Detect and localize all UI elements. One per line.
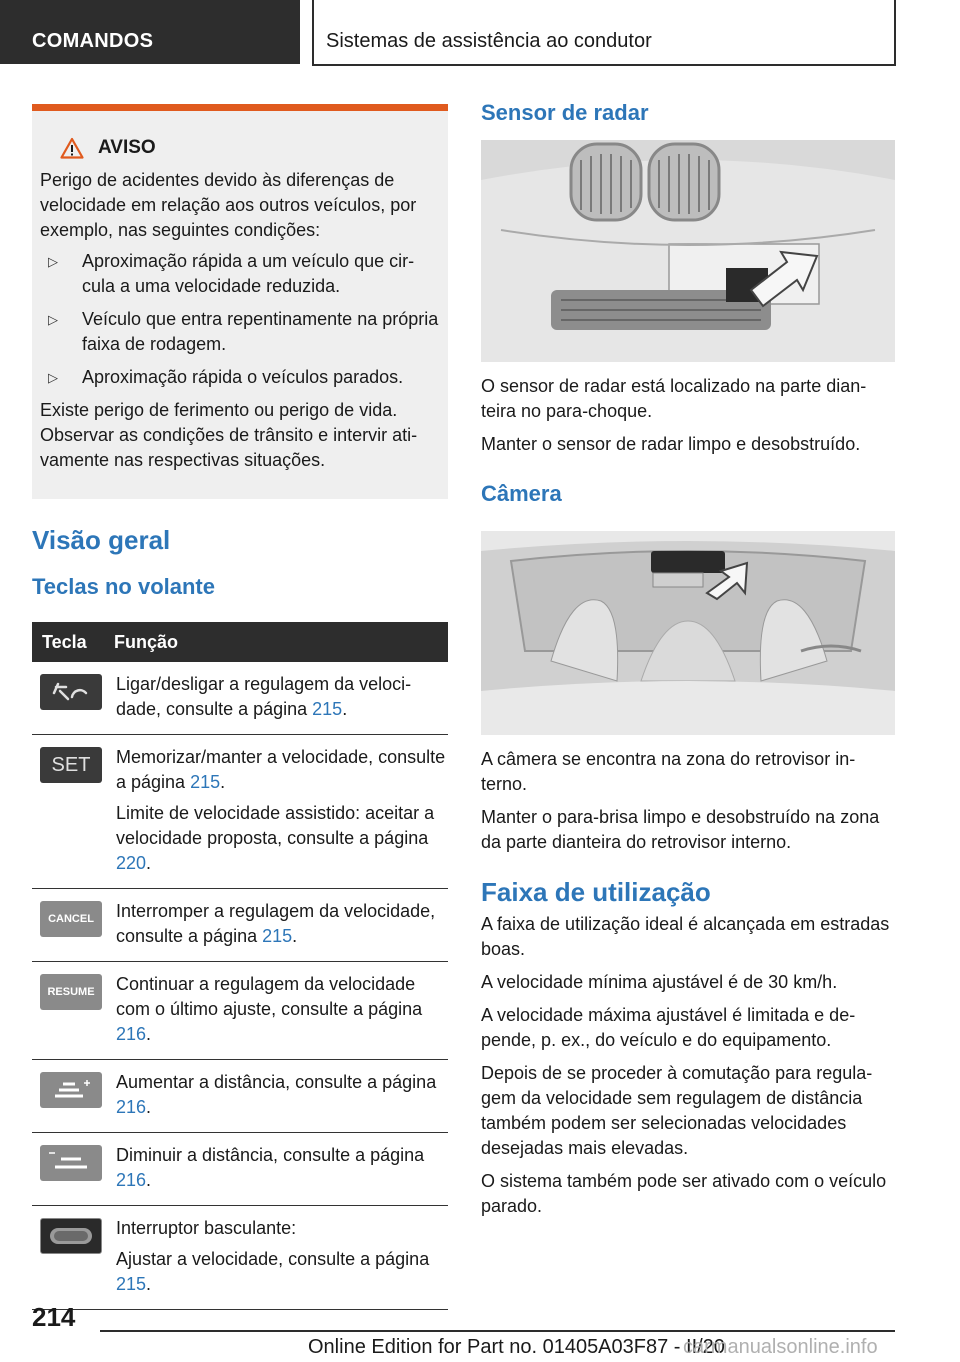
row-text: Aumentar a distância, consulte a página: [116, 1072, 437, 1092]
table-row: Aumentar a distância, consulte a página 216.: [32, 1060, 448, 1133]
radar-text: [481, 374, 895, 457]
range-p3: A velocidade máxima ajustável é limitada e depende, p. ex., do veículo e do equipamento.: [481, 1005, 856, 1050]
right-column: [481, 100, 895, 1227]
camera-figure: [481, 531, 895, 735]
warning-bullet: [40, 365, 440, 390]
warning-bullet-text: Aproximação rápida o veículos parados.: [82, 367, 404, 387]
camera-text: [481, 747, 895, 855]
warning-triangle-icon: [60, 137, 84, 159]
footer-rule: [100, 1330, 895, 1332]
steering-keys-subtitle: Teclas no volante: [32, 574, 215, 599]
camera-title: Câmera: [481, 481, 562, 506]
warning-intro: Perigo de acidentes devido às diferenças de velocidade em relação aos outros veículos, por exemplo, nas seguintes condições:: [40, 170, 417, 240]
bullet-triangle-icon: ▷: [48, 312, 58, 327]
header-chapter: Sistemas de assistência ao condutor: [312, 0, 896, 66]
page-link[interactable]: 216: [116, 1024, 147, 1044]
distance-decrease-icon: [40, 1145, 102, 1181]
left-column: [32, 104, 448, 1310]
row-text: Interruptor basculante:: [116, 1218, 297, 1238]
row-text: Diminuir a distância, consulte a página: [116, 1145, 425, 1165]
row-text: Ligar/desligar a regulagem da velocidade, consulte a página: [116, 674, 412, 719]
range-p1: A faixa de utilização ideal é alcançada em estradas boas.: [481, 914, 890, 959]
camera-p1: A câmera se encontra na zona do retrovisor interno.: [481, 749, 856, 794]
table-row: SET Memorizar/manter a velocidade, consulte a página 215. Limite de velocidade assistido: aceitar a velocidade proposta, consulte a página 220.: [32, 735, 448, 889]
page-link[interactable]: 220: [116, 853, 147, 873]
resume-button-icon: RESUME: [40, 974, 102, 1010]
page-link[interactable]: 216: [116, 1097, 147, 1117]
speed-limiter-icon: [40, 674, 102, 710]
range-title: Faixa de utilização: [481, 877, 711, 907]
row-text: Memorizar/manter a velocidade, consulte a página: [116, 747, 446, 792]
range-p4: Depois de se proceder à comutação para regulagem da velocidade sem regulagem de distância também podem ser selecionadas velocidades desejadas mais elevadas.: [481, 1063, 873, 1158]
range-p2: A velocidade mínima ajustável é de 30 km/h.: [481, 972, 838, 992]
warning-box: [32, 104, 448, 499]
cancel-button-icon: CANCEL: [40, 901, 102, 937]
radar-sensor-illustration: [481, 140, 895, 362]
overview-title: Visão geral: [32, 525, 171, 555]
page-link[interactable]: 215: [262, 926, 293, 946]
bullet-triangle-icon: ▷: [48, 370, 58, 385]
warning-bullet-text: Aproximação rápida a um veículo que circula a uma velocidade reduzida.: [82, 251, 415, 296]
table-row: RESUME Continuar a regulagem da velocidade com o último ajuste, consulte a página 216.: [32, 962, 448, 1060]
warning-bullet-text: Veículo que entra repentinamente na própria faixa de rodagem.: [82, 309, 439, 354]
page-number: 214: [32, 1302, 76, 1332]
row-text: Interromper a regulagem da velocidade, consulte a página: [116, 901, 436, 946]
page-link[interactable]: 215: [312, 699, 343, 719]
row-text: Continuar a regulagem da velocidade com o último ajuste, consulte a página: [116, 974, 423, 1019]
keys-table: [32, 622, 448, 1310]
warning-title: [40, 135, 440, 160]
range-p5: O sistema também pode ser ativado com o veículo parado.: [481, 1171, 887, 1216]
table-row: Ligar/desligar a regulagem da velocidade, consulte a página 215.: [32, 662, 448, 735]
radar-p2: Manter o sensor de radar limpo e desobstruído.: [481, 434, 861, 454]
row-text: Ajustar a velocidade, consulte a página: [116, 1249, 430, 1269]
set-button-icon: SET: [40, 747, 102, 783]
range-text: [481, 912, 895, 1219]
footer-watermark: carmanualsonline.info: [683, 1336, 878, 1358]
camera-illustration: [481, 531, 895, 735]
footer-edition: Online Edition for Part no. 01405A03F87 - II/20: [308, 1336, 725, 1358]
warning-outro: Existe perigo de ferimento ou perigo de vida. Observar as condições de trânsito e intervir ativamente nas respectivas situações.: [40, 400, 418, 470]
warning-bullet: [40, 249, 440, 299]
page-link[interactable]: 215: [116, 1274, 147, 1294]
warning-title-text: AVISO: [98, 137, 156, 158]
rocker-switch-icon: [40, 1218, 102, 1254]
column-key: Tecla: [42, 631, 87, 652]
table-row: Interruptor basculante: Ajustar a velocidade, consulte a página 215.: [32, 1206, 448, 1310]
page-link[interactable]: 216: [116, 1170, 147, 1190]
warning-bullet: [40, 307, 440, 357]
header-section: COMANDOS: [0, 0, 300, 64]
radar-title: Sensor de radar: [481, 100, 649, 125]
row-text: Limite de velocidade assistido: aceitar a velocidade proposta, consulte a página: [116, 803, 435, 848]
table-header: [32, 622, 448, 662]
radar-p1: O sensor de radar está localizado na parte dianteira no para-choque.: [481, 376, 867, 421]
distance-increase-icon: [40, 1072, 102, 1108]
page-link[interactable]: 215: [190, 772, 221, 792]
radar-sensor-figure: [481, 140, 895, 362]
camera-p2: Manter o para-brisa limpo e desobstruído na zona da parte dianteira do retrovisor interno.: [481, 807, 880, 852]
bullet-triangle-icon: ▷: [48, 254, 58, 269]
table-row: CANCEL Interromper a regulagem da velocidade, consulte a página 215.: [32, 889, 448, 962]
table-row: Diminuir a distância, consulte a página 216.: [32, 1133, 448, 1206]
column-function: Função: [114, 631, 179, 652]
